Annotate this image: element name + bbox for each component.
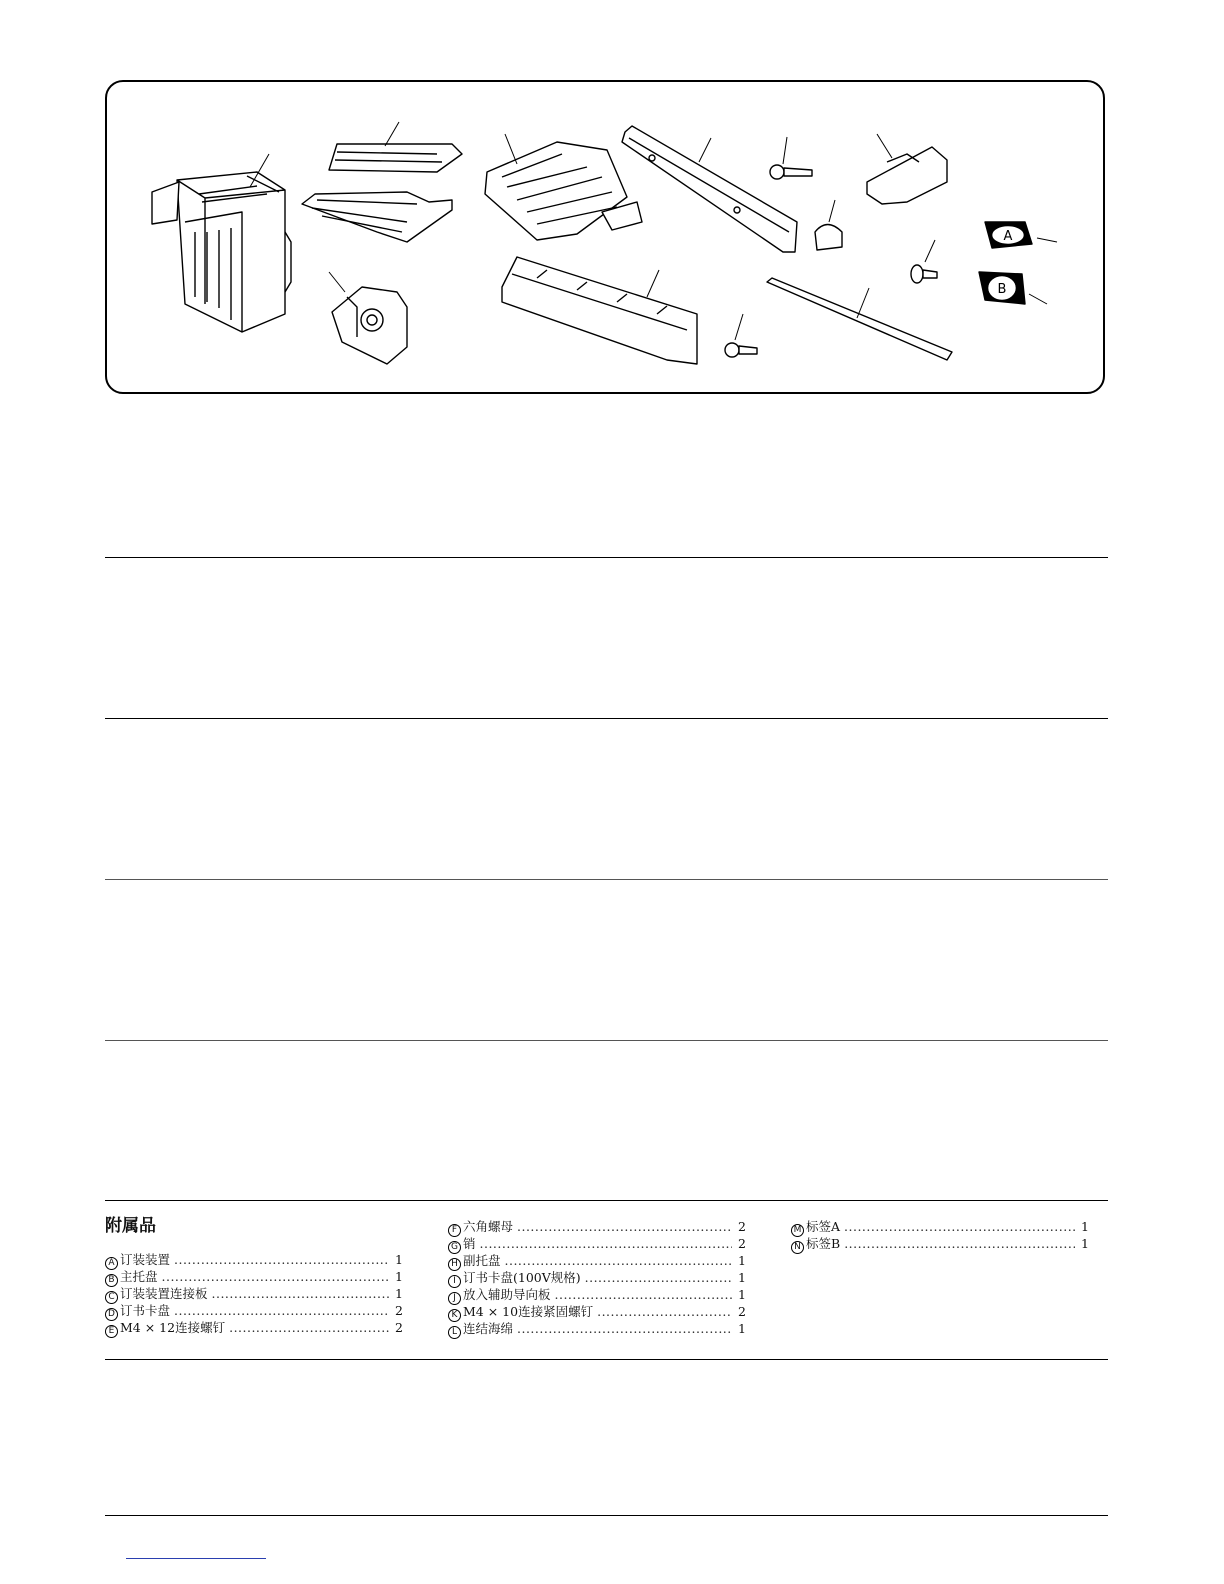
leader-dots [555,1287,732,1303]
item-marker: I [448,1275,461,1288]
section-divider-3 [105,879,1108,880]
finisher-unit-drawing [152,154,291,332]
leader-dots [585,1270,732,1286]
parts-list-column-2 [448,1219,746,1338]
section-divider-4 [105,1040,1108,1041]
section-divider-7 [105,1515,1108,1516]
item-quantity: 2 [738,1236,746,1251]
joining-sponge-drawing [767,278,952,360]
item-marker: J [448,1292,461,1305]
leader-dots [174,1252,389,1268]
item-name: 标签B [806,1236,841,1251]
leader-dots [162,1269,389,1285]
pin-drawing [911,240,937,283]
item-name: 六角螺母 [463,1219,514,1234]
accessories-title: 附属品 [105,1216,156,1236]
item-quantity: 1 [738,1287,746,1302]
item-marker: H [448,1258,461,1271]
item-name: M4 × 12连接螺钉 [120,1320,226,1335]
parts-list-item [791,1219,1089,1236]
parts-list-item [791,1236,1089,1253]
item-marker: N [791,1241,804,1254]
leader-dots [480,1236,732,1252]
leader-dots [844,1236,1075,1252]
leader-dots [505,1253,732,1269]
item-quantity: 1 [738,1270,746,1285]
parts-list-item [105,1320,403,1337]
parts-list-item [448,1270,746,1287]
label-a-letter: A [1003,229,1013,244]
parts-list-item [448,1253,746,1270]
item-name: 订装装置 [120,1252,171,1267]
parts-list-item [448,1219,746,1236]
footer-link-underline [126,1558,266,1559]
parts-list-item [105,1286,403,1303]
staple-cartridge-drawing [329,272,407,364]
parts-list-column-1 [105,1252,403,1337]
item-quantity: 1 [395,1252,403,1267]
leader-dots [517,1219,732,1235]
item-quantity: 2 [738,1219,746,1234]
item-marker: L [448,1326,461,1339]
parts-list-item [448,1321,746,1338]
screw-m4x12-drawing [770,137,812,179]
leader-dots [174,1303,389,1319]
item-name: 放入辅助导向板 [463,1287,551,1302]
section-divider-5 [105,1200,1108,1201]
item-marker: B [105,1274,118,1287]
item-marker: A [105,1257,118,1270]
item-quantity: 1 [395,1269,403,1284]
item-quantity: 1 [738,1253,746,1268]
parts-illustration-frame [105,80,1105,394]
section-divider-1 [105,557,1108,558]
parts-list-item [105,1303,403,1320]
item-quantity: 1 [395,1286,403,1301]
parts-list-item [105,1252,403,1269]
item-marker: C [105,1291,118,1304]
item-quantity: 1 [1081,1236,1089,1251]
item-name: 销 [463,1236,476,1251]
leader-dots [229,1320,389,1336]
item-quantity: 2 [738,1304,746,1319]
main-tray-drawing [302,122,462,242]
item-quantity: 1 [738,1321,746,1336]
screw-m4x10-drawing [725,314,757,357]
hex-nut-drawing [815,200,842,250]
leader-dots [517,1321,732,1337]
parts-list-item [448,1304,746,1321]
item-marker: G [448,1241,461,1254]
item-quantity: 1 [1081,1219,1089,1234]
staple-cartridge-100v-drawing [867,134,947,204]
parts-list-item [448,1236,746,1253]
label-a-drawing [985,222,1057,248]
parts-illustration [107,82,1107,396]
guide-plate-drawing [622,126,797,252]
connecting-plate-drawing [502,257,697,364]
item-name: 订书卡盘(100V规格) [463,1270,581,1285]
item-name: 标签A [806,1219,841,1234]
item-marker: D [105,1308,118,1321]
parts-list-column-3 [791,1219,1089,1253]
leader-dots [597,1304,732,1320]
item-quantity: 2 [395,1320,403,1335]
item-name: 连结海绵 [463,1321,514,1336]
label-b-drawing [979,272,1047,304]
leader-dots [212,1286,389,1302]
item-marker: F [448,1224,461,1237]
section-divider-2 [105,718,1108,719]
item-name: 订书卡盘 [120,1303,171,1318]
leader-dots [844,1219,1075,1235]
item-marker: E [105,1325,118,1338]
item-name: 订装装置连接板 [120,1286,208,1301]
item-quantity: 2 [395,1303,403,1318]
parts-list-item [448,1287,746,1304]
item-marker: K [448,1309,461,1322]
label-b-letter: B [997,282,1007,297]
sub-tray-drawing [485,134,642,240]
item-name: 副托盘 [463,1253,501,1268]
item-name: 主托盘 [120,1269,158,1284]
item-name: M4 × 10连接紧固螺钉 [463,1304,594,1319]
parts-list-item [105,1269,403,1286]
item-marker: M [791,1224,804,1237]
section-divider-6 [105,1359,1108,1360]
